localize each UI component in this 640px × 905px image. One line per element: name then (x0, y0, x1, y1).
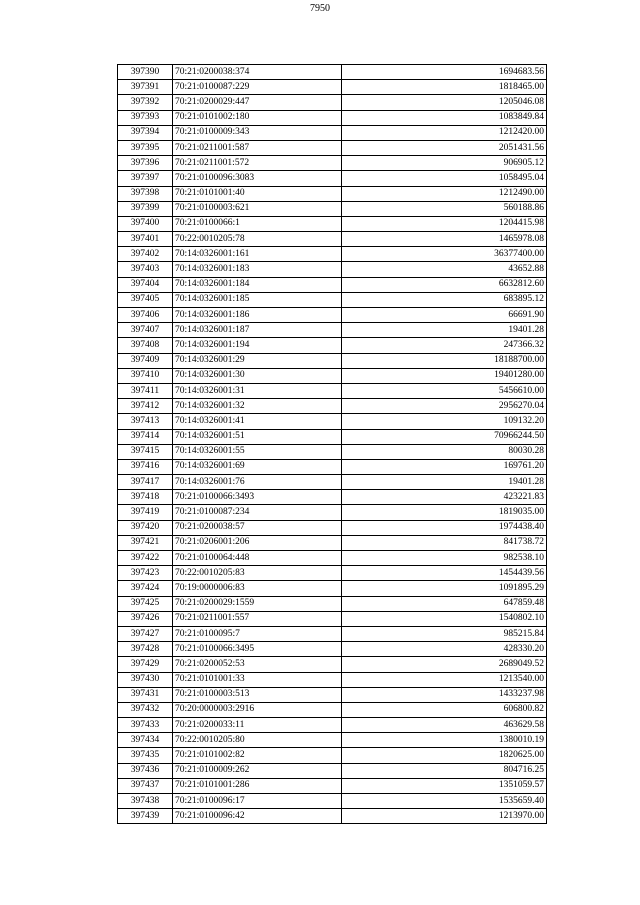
value-cell: 606800.82 (342, 702, 547, 717)
cadastral-number-cell: 70:21:0100066:3493 (173, 490, 342, 505)
row-number-cell: 397420 (118, 520, 173, 535)
row-number-cell: 397419 (118, 505, 173, 520)
table-row (118, 232, 547, 247)
value-cell: 2956270.04 (342, 399, 547, 414)
table-row (118, 794, 547, 809)
row-number-cell: 397411 (118, 383, 173, 398)
row-number-cell: 397415 (118, 444, 173, 459)
cadastral-number-cell: 70:14:0326001:41 (173, 414, 342, 429)
row-number-cell: 397394 (118, 125, 173, 140)
row-number-cell: 397402 (118, 247, 173, 262)
value-cell: 1212420.00 (342, 125, 547, 140)
table-row (118, 308, 547, 323)
table-row (118, 353, 547, 368)
table-row (118, 626, 547, 641)
value-cell: 982538.10 (342, 551, 547, 566)
value-cell: 423221.83 (342, 490, 547, 505)
row-number-cell: 397393 (118, 110, 173, 125)
table-row (118, 338, 547, 353)
row-number-cell: 397406 (118, 308, 173, 323)
row-number-cell: 397423 (118, 566, 173, 581)
table-row (118, 95, 547, 110)
table-row (118, 718, 547, 733)
value-cell: 1212490.00 (342, 186, 547, 201)
cadastral-number-cell: 70:22:0010205:78 (173, 232, 342, 247)
value-cell: 1820625.00 (342, 748, 547, 763)
table-row (118, 566, 547, 581)
row-number-cell: 397396 (118, 156, 173, 171)
row-number-cell: 397430 (118, 672, 173, 687)
cadastral-number-cell: 70:21:0100003:621 (173, 201, 342, 216)
cadastral-number-cell: 70:14:0326001:32 (173, 399, 342, 414)
row-number-cell: 397435 (118, 748, 173, 763)
cadastral-number-cell: 70:21:0100009:343 (173, 125, 342, 140)
table-row (118, 551, 547, 566)
table-row (118, 490, 547, 505)
cadastral-number-cell: 70:14:0326001:194 (173, 338, 342, 353)
cadastral-number-cell: 70:21:0100096:3083 (173, 171, 342, 186)
cadastral-number-cell: 70:14:0326001:30 (173, 368, 342, 383)
value-cell: 19401280.00 (342, 368, 547, 383)
row-number-cell: 397431 (118, 687, 173, 702)
value-cell: 66691.90 (342, 308, 547, 323)
value-cell: 36377400.00 (342, 247, 547, 262)
value-cell: 428330.20 (342, 642, 547, 657)
table-row (118, 383, 547, 398)
cadastral-number-cell: 70:21:0101002:180 (173, 110, 342, 125)
cadastral-number-cell: 70:14:0326001:187 (173, 323, 342, 338)
registry-table-body (118, 65, 547, 824)
value-cell: 647859.48 (342, 596, 547, 611)
table-row (118, 763, 547, 778)
value-cell: 1380010.19 (342, 733, 547, 748)
value-cell: 1091895.29 (342, 581, 547, 596)
table-row (118, 110, 547, 125)
row-number-cell: 397421 (118, 535, 173, 550)
value-cell: 683895.12 (342, 292, 547, 307)
cadastral-number-cell: 70:21:0200038:57 (173, 520, 342, 535)
cadastral-number-cell: 70:21:0100087:229 (173, 80, 342, 95)
cadastral-number-cell: 70:21:0101001:286 (173, 778, 342, 793)
table-row (118, 125, 547, 140)
row-number-cell: 397427 (118, 626, 173, 641)
table-row (118, 459, 547, 474)
table-row (118, 323, 547, 338)
row-number-cell: 397399 (118, 201, 173, 216)
value-cell: 1465978.08 (342, 232, 547, 247)
row-number-cell: 397392 (118, 95, 173, 110)
table-row (118, 778, 547, 793)
row-number-cell: 397405 (118, 292, 173, 307)
table-row (118, 672, 547, 687)
cadastral-number-cell: 70:21:0101001:33 (173, 672, 342, 687)
cadastral-number-cell: 70:14:0326001:161 (173, 247, 342, 262)
row-number-cell: 397429 (118, 657, 173, 672)
row-number-cell: 397416 (118, 459, 173, 474)
row-number-cell: 397401 (118, 232, 173, 247)
row-number-cell: 397397 (118, 171, 173, 186)
cadastral-number-cell: 70:21:0211001:572 (173, 156, 342, 171)
value-cell: 985215.84 (342, 626, 547, 641)
cadastral-number-cell: 70:21:0100064:448 (173, 551, 342, 566)
row-number-cell: 397425 (118, 596, 173, 611)
row-number-cell: 397426 (118, 611, 173, 626)
cadastral-number-cell: 70:21:0200038:374 (173, 65, 342, 80)
cadastral-number-cell: 70:22:0010205:83 (173, 566, 342, 581)
cadastral-number-cell: 70:14:0326001:186 (173, 308, 342, 323)
value-cell: 80030.28 (342, 444, 547, 459)
cadastral-number-cell: 70:21:0100095:7 (173, 626, 342, 641)
value-cell: 1433237.98 (342, 687, 547, 702)
table-row (118, 171, 547, 186)
table-row (118, 475, 547, 490)
cadastral-number-cell: 70:21:0211001:587 (173, 140, 342, 155)
table-row (118, 444, 547, 459)
value-cell: 804716.25 (342, 763, 547, 778)
value-cell: 1058495.04 (342, 171, 547, 186)
row-number-cell: 397408 (118, 338, 173, 353)
row-number-cell: 397409 (118, 353, 173, 368)
value-cell: 1454439.56 (342, 566, 547, 581)
cadastral-number-cell: 70:21:0100096:42 (173, 809, 342, 824)
row-number-cell: 397407 (118, 323, 173, 338)
row-number-cell: 397433 (118, 718, 173, 733)
value-cell: 70966244.50 (342, 429, 547, 444)
table-row (118, 140, 547, 155)
table-row (118, 596, 547, 611)
value-cell: 1213970.00 (342, 809, 547, 824)
value-cell: 5456610.00 (342, 383, 547, 398)
table-row (118, 292, 547, 307)
value-cell: 247366.32 (342, 338, 547, 353)
cadastral-number-cell: 70:21:0200052:53 (173, 657, 342, 672)
table-row (118, 520, 547, 535)
table-row (118, 702, 547, 717)
table-row (118, 535, 547, 550)
cadastral-number-cell: 70:21:0211001:557 (173, 611, 342, 626)
cadastral-number-cell: 70:21:0100096:17 (173, 794, 342, 809)
table-row (118, 642, 547, 657)
table-row (118, 809, 547, 824)
table-row (118, 581, 547, 596)
table-row (118, 80, 547, 95)
value-cell: 841738.72 (342, 535, 547, 550)
row-number-cell: 397432 (118, 702, 173, 717)
value-cell: 1694683.56 (342, 65, 547, 80)
cadastral-number-cell: 70:14:0326001:76 (173, 475, 342, 490)
row-number-cell: 397395 (118, 140, 173, 155)
table-row (118, 399, 547, 414)
row-number-cell: 397403 (118, 262, 173, 277)
cadastral-number-cell: 70:21:0200029:1559 (173, 596, 342, 611)
table-row (118, 247, 547, 262)
row-number-cell: 397428 (118, 642, 173, 657)
row-number-cell: 397412 (118, 399, 173, 414)
cadastral-number-cell: 70:14:0326001:29 (173, 353, 342, 368)
cadastral-number-cell: 70:14:0326001:55 (173, 444, 342, 459)
cadastral-number-cell: 70:14:0326001:51 (173, 429, 342, 444)
value-cell: 18188700.00 (342, 353, 547, 368)
table-row (118, 186, 547, 201)
cadastral-number-cell: 70:21:0100066:1 (173, 216, 342, 231)
table-row (118, 657, 547, 672)
table-row (118, 733, 547, 748)
value-cell: 1819035.00 (342, 505, 547, 520)
value-cell: 1213540.00 (342, 672, 547, 687)
row-number-cell: 397436 (118, 763, 173, 778)
value-cell: 19401.28 (342, 475, 547, 490)
value-cell: 109132.20 (342, 414, 547, 429)
cadastral-number-cell: 70:21:0101002:82 (173, 748, 342, 763)
value-cell: 1974438.40 (342, 520, 547, 535)
cadastral-number-cell: 70:19:0000006:83 (173, 581, 342, 596)
cadastral-number-cell: 70:21:0101001:40 (173, 186, 342, 201)
value-cell: 1540802.10 (342, 611, 547, 626)
cadastral-number-cell: 70:14:0326001:184 (173, 277, 342, 292)
value-cell: 1535659.40 (342, 794, 547, 809)
cadastral-number-cell: 70:21:0200033:11 (173, 718, 342, 733)
table-row (118, 216, 547, 231)
table-row (118, 505, 547, 520)
row-number-cell: 397413 (118, 414, 173, 429)
row-number-cell: 397400 (118, 216, 173, 231)
value-cell: 6632812.60 (342, 277, 547, 292)
row-number-cell: 397390 (118, 65, 173, 80)
value-cell: 169761.20 (342, 459, 547, 474)
value-cell: 906905.12 (342, 156, 547, 171)
value-cell: 2689049.52 (342, 657, 547, 672)
cadastral-number-cell: 70:20:0000003:2916 (173, 702, 342, 717)
cadastral-number-cell: 70:21:0200029:447 (173, 95, 342, 110)
row-number-cell: 397417 (118, 475, 173, 490)
value-cell: 19401.28 (342, 323, 547, 338)
row-number-cell: 397438 (118, 794, 173, 809)
cadastral-number-cell: 70:21:0100087:234 (173, 505, 342, 520)
row-number-cell: 397410 (118, 368, 173, 383)
row-number-cell: 397418 (118, 490, 173, 505)
table-row (118, 414, 547, 429)
value-cell: 43652.88 (342, 262, 547, 277)
value-cell: 1204415.98 (342, 216, 547, 231)
value-cell: 560188.86 (342, 201, 547, 216)
table-row (118, 262, 547, 277)
table-row (118, 65, 547, 80)
value-cell: 463629.58 (342, 718, 547, 733)
row-number-cell: 397391 (118, 80, 173, 95)
value-cell: 1818465.00 (342, 80, 547, 95)
value-cell: 1083849.84 (342, 110, 547, 125)
row-number-cell: 397404 (118, 277, 173, 292)
table-row (118, 611, 547, 626)
table-row (118, 429, 547, 444)
cadastral-number-cell: 70:22:0010205:80 (173, 733, 342, 748)
table-row (118, 201, 547, 216)
cadastral-number-cell: 70:14:0326001:183 (173, 262, 342, 277)
row-number-cell: 397434 (118, 733, 173, 748)
page-number: 7950 (310, 3, 330, 14)
value-cell: 1205046.08 (342, 95, 547, 110)
cadastral-number-cell: 70:14:0326001:69 (173, 459, 342, 474)
cadastral-number-cell: 70:21:0100003:513 (173, 687, 342, 702)
table-row (118, 687, 547, 702)
row-number-cell: 397439 (118, 809, 173, 824)
row-number-cell: 397414 (118, 429, 173, 444)
row-number-cell: 397437 (118, 778, 173, 793)
table-row (118, 156, 547, 171)
row-number-cell: 397424 (118, 581, 173, 596)
registry-table (117, 64, 547, 824)
cadastral-number-cell: 70:21:0206001:206 (173, 535, 342, 550)
row-number-cell: 397398 (118, 186, 173, 201)
cadastral-number-cell: 70:14:0326001:31 (173, 383, 342, 398)
cadastral-number-cell: 70:14:0326001:185 (173, 292, 342, 307)
table-row (118, 277, 547, 292)
row-number-cell: 397422 (118, 551, 173, 566)
cadastral-number-cell: 70:21:0100009:262 (173, 763, 342, 778)
value-cell: 2051431.56 (342, 140, 547, 155)
value-cell: 1351059.57 (342, 778, 547, 793)
table-row (118, 368, 547, 383)
cadastral-number-cell: 70:21:0100066:3495 (173, 642, 342, 657)
table-row (118, 748, 547, 763)
